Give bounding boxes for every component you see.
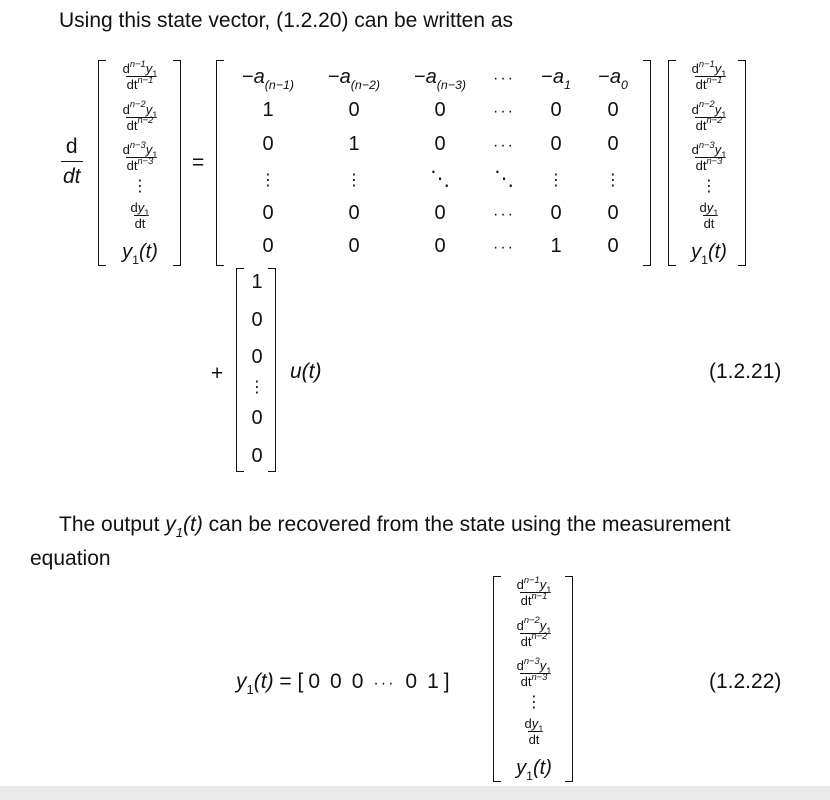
derivative-fraction [516,574,553,608]
fraction-denominator: dt [703,216,715,232]
vertical-dots: ⋮ [526,693,542,711]
plus-sign: + [211,362,224,385]
derivative-fraction [122,58,159,92]
matrix-cell: 0 [434,133,446,155]
derivative-fraction [130,201,151,230]
intro-text: Using this state vector, (1.2.20) can be written as [59,9,514,32]
row-entry: ··· [373,675,396,692]
state-entry [122,99,159,133]
matrix-cell: 0 [262,133,274,155]
fraction-numerator: $d^{n-2}y_1$ [691,99,727,120]
row-entry: 0 [330,670,342,693]
output-text-before: The output [59,513,166,536]
fraction-denominator: $dt^{n-2}$ [126,115,154,133]
state-entry [691,58,728,92]
state-vector-measurement [502,574,566,783]
fraction-numerator: $d^{n-2}y_1$ [516,615,552,636]
matrix-cell [493,203,515,223]
state-entry [526,693,542,711]
matrix-cell: 0 [434,235,446,257]
input-signal: u(t) [290,360,322,383]
matrix-cell: $-a_0$ [598,66,628,92]
derivative-operator [61,136,83,187]
matrix-cell [493,236,515,256]
left-bracket-open [98,60,106,266]
fraction-denominator: $dt^{n-3}$ [520,672,548,690]
input-bracket-open [236,268,244,472]
state-entry [122,140,159,174]
derivative-fraction [691,99,728,133]
matrix-cell: 1 [550,235,562,257]
horizontal-dots: ··· [493,206,515,223]
matrix-cell: 0 [607,133,619,155]
input-entry: 0 [251,346,263,369]
state-entry [699,201,720,230]
state-entry [691,140,728,174]
fraction-numerator: $d^{n-1}y_1$ [691,58,727,80]
diagonal-dots: ⋱ [430,168,450,190]
derivative-fraction [516,656,553,690]
fraction-denominator: $dt^{n-2}$ [695,115,723,133]
matrix-cell: 1 [262,99,274,121]
matrix-cell: 1 [348,133,360,155]
fraction-denominator: dt [528,732,540,748]
output-text-after: can be recovered from the state using the measurement [202,513,731,536]
output-row-vector [303,670,443,693]
row-entry: 0 [308,670,321,693]
horizontal-dots: ··· [493,70,515,87]
left-bracket-close [173,60,181,266]
state-entry [122,240,158,267]
state-entry [524,717,545,746]
state-y1: $y_1(t)$ [691,240,727,267]
vertical-dots: ⋮ [605,172,621,189]
row-entry: 0 [405,670,418,693]
system-matrix [226,62,644,262]
fraction-numerator: $dy_1$ [130,200,150,219]
fraction-denominator: $dt^{n-2}$ [520,631,548,649]
row-entry: 1 [427,670,439,693]
vertical-dots: ⋮ [260,172,276,189]
matrix-bracket-close [643,60,651,266]
matrix-cell [605,169,621,189]
fraction-numerator: $d^{n-1}y_1$ [516,574,552,596]
output-sentence-line1 [59,513,731,540]
matrix-cell [494,169,514,189]
vertical-dots: ⋮ [132,177,148,195]
matrix-cell: 0 [607,99,619,121]
state-entry [516,756,552,783]
matrix-cell [430,169,450,189]
fraction-numerator: $d^{n-1}y_1$ [122,58,158,80]
equation-label-1-2-21: (1.2.21) [709,360,782,383]
derivative-fraction [516,615,553,649]
fraction-numerator: $dy_1$ [524,716,544,735]
fraction-numerator: $dy_1$ [699,200,719,219]
matrix-cell: 0 [434,99,446,121]
vertical-dots: ⋮ [701,177,717,195]
fraction-denominator: dt [134,216,146,232]
input-entry [249,378,265,396]
matrix-cell [260,169,276,189]
derivative-fraction [524,717,545,746]
matrix-bracket-open [216,60,224,266]
state-vector-left [108,58,172,267]
state-entry [122,58,159,92]
derivative-denominator: dt [61,161,83,187]
input-entry: 0 [251,444,263,467]
state-entry [516,656,553,690]
horizontal-dots: ··· [493,103,515,120]
input-entry: 1 [251,271,263,293]
fraction-numerator: $d^{n-3}y_1$ [122,140,158,161]
state-entry [701,177,717,195]
vertical-dots: ⋮ [346,172,362,189]
matrix-cell: $-a_{(n-1)}$ [241,66,295,92]
input-bracket-close [268,268,276,472]
matrix-cell [493,67,515,87]
fraction-denominator: $dt^{n-3}$ [126,156,154,174]
row-entry: 0 [351,670,364,693]
fraction-numerator: $d^{n-3}y_1$ [691,140,727,161]
input-entry: 0 [251,308,263,331]
state-entry [691,99,728,133]
vertical-dots: ⋮ [548,172,564,189]
diagonal-dots: ⋱ [494,168,514,190]
matrix-cell: 0 [434,202,446,224]
matrix-cell: 0 [262,202,274,224]
measurement-bracket-open [493,576,501,782]
measurement-bracket-close [565,576,573,782]
fraction-denominator: $dt^{n-1}$ [520,590,548,608]
matrix-cell [548,169,564,189]
bottom-scroll-bar [0,786,830,800]
state-y1: $y_1(t)$ [516,756,552,783]
right-bracket-open [668,60,676,266]
input-vector [244,272,270,466]
matrix-cell [493,134,515,154]
output-sentence-line2: equation [30,547,111,570]
fraction-denominator: $dt^{n-1}$ [126,74,154,92]
matrix-cell: 0 [607,202,619,224]
vertical-dots: ⋮ [249,378,265,396]
state-entry [132,177,148,195]
equation-label-1-2-22: (1.2.22) [709,670,782,693]
matrix-cell: 0 [348,99,360,121]
state-y1: $y_1(t)$ [122,240,158,267]
matrix-cell: 0 [550,99,562,121]
fraction-denominator: $dt^{n-3}$ [695,156,723,174]
matrix-cell: $-a_{(n-3)}$ [413,66,467,92]
matrix-cell [493,100,515,120]
derivative-fraction [691,58,728,92]
matrix-cell: 0 [607,235,619,257]
matrix-cell: $-a_1$ [541,66,571,92]
right-bracket-close [738,60,746,266]
derivative-fraction [122,99,159,133]
equals-sign: = [192,151,205,174]
state-entry [516,574,553,608]
derivative-fraction [691,140,728,174]
state-entry [130,201,151,230]
output-variable: $y_1(t)$ [165,513,203,540]
derivative-numerator: d [65,135,78,158]
matrix-cell: 0 [348,235,360,257]
matrix-cell: 0 [550,133,562,155]
measurement-equation-lhs: $y_1(t)$ = [ 0 0 0 ··· 0 1 ] [236,670,450,697]
horizontal-dots: ··· [493,137,515,154]
input-entry: 0 [251,407,263,430]
matrix-cell: $-a_{(n-2)}$ [327,66,381,92]
matrix-cell: 0 [348,202,360,224]
state-entry [516,615,553,649]
fraction-numerator: $d^{n-2}y_1$ [122,99,158,120]
matrix-cell: 0 [262,235,274,257]
matrix-cell: 0 [550,202,562,224]
derivative-fraction [122,140,159,174]
state-vector-right [677,58,741,267]
fraction-denominator: $dt^{n-1}$ [695,74,723,92]
derivative-fraction [699,201,720,230]
matrix-cell [346,169,362,189]
state-entry [691,240,727,267]
horizontal-dots: ··· [493,239,515,256]
fraction-numerator: $d^{n-3}y_1$ [516,656,552,677]
